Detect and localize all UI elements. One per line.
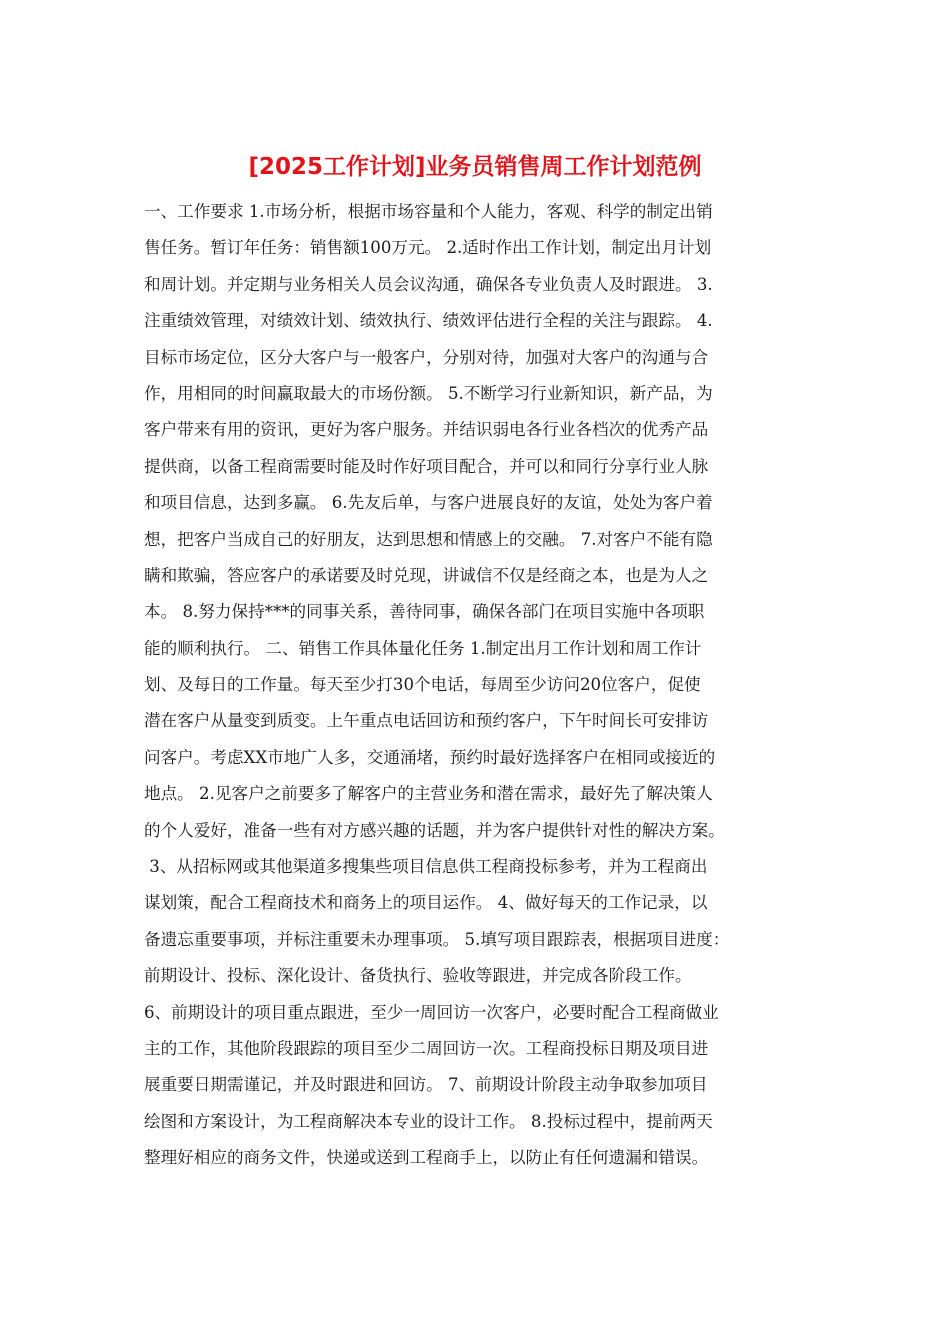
body-text-line: 地点。 2.见客户之前要多了解客户的主营业务和潜在需求，最好先了解决策人 bbox=[144, 784, 713, 804]
body-text-line: 目标市场定位，区分大客户与一般客户，分别对待，加强对大客户的沟通与合 bbox=[144, 347, 709, 367]
body-text-line: 划、及每日的工作量。每天至少打30个电话，每周至少访问20位客户，促使 bbox=[144, 675, 701, 695]
body-text-line: 谋划策，配合工程商技术和商务上的项目运作。 4、做好每天的工作记录，以 bbox=[144, 893, 708, 913]
body-text-line: 3、从招标网或其他渠道多搜集些项目信息供工程商投标参考，并为工程商出 bbox=[144, 857, 708, 877]
body-text-line: 备遗忘重要事项，并标注重要未办理事项。 5.填写项目跟踪表，根据项目进度： bbox=[144, 929, 730, 949]
document-title: [2025工作计划]业务员销售周工作计划范例 bbox=[248, 154, 702, 180]
body-text-line: 注重绩效管理，对绩效计划、绩效执行、绩效评估进行全程的关注与跟踪。 4. bbox=[144, 311, 713, 331]
body-text-line: 主的工作，其他阶段跟踪的项目至少二周回访一次。工程商投标日期及项目进 bbox=[144, 1038, 709, 1058]
body-text-line: 潜在客户从量变到质变。上午重点电话回访和预约客户，下午时间长可安排访 bbox=[144, 711, 709, 731]
body-text-line: 和项目信息，达到多赢。 6.先友后单，与客户进展良好的友谊，处处为客户着 bbox=[144, 493, 713, 513]
body-text-line: 展重要日期需谨记，并及时跟进和回访。 7、前期设计阶段主动争取参加项目 bbox=[144, 1075, 708, 1095]
body-text-line: 能的顺利执行。 二、销售工作具体量化任务 1.制定出月工作计划和周工作计 bbox=[144, 638, 702, 658]
body-text-line: 想，把客户当成自己的好朋友，达到思想和情感上的交融。 7.对客户不能有隐 bbox=[144, 529, 713, 549]
body-text-line: 一、工作要求 1.市场分析，根据市场容量和个人能力，客观、科学的制定出销 bbox=[144, 202, 713, 221]
body-text-line: 售任务。暂订年任务：销售额100万元。 2.适时作出工作计划，制定出月计划 bbox=[144, 238, 712, 258]
body-text-line: 整理好相应的商务文件，快递或送到工程商手上，以防止有任何遗漏和错误。 bbox=[144, 1148, 709, 1168]
body-text-line: 绘图和方案设计，为工程商解决本专业的设计工作。 8.投标过程中，提前两天 bbox=[144, 1111, 713, 1131]
body-text-line: 作，用相同的时间赢取最大的市场份额。 5.不断学习行业新知识，新产品，为 bbox=[144, 383, 713, 403]
body-text-line: 本。 8.努力保持***的同事关系，善待同事，确保各部门在项目实施中各项职 bbox=[144, 602, 705, 622]
body-text-line: 问客户。考虑XX市地广人多，交通涌堵，预约时最好选择客户在相同或接近的 bbox=[144, 747, 716, 767]
body-text-line: 前期设计、投标、深化设计、备货执行、验收等跟进，并完成各阶段工作。 bbox=[144, 966, 692, 986]
body-text-line: 6、前期设计的项目重点跟进，至少一周回访一次客户，必要时配合工程商做业 bbox=[144, 1002, 719, 1022]
document-body bbox=[144, 194, 824, 1177]
body-text-line: 瞒和欺骗，答应客户的承诺要及时兑现，讲诚信不仅是经商之本，也是为人之 bbox=[144, 565, 709, 585]
body-text-line: 的个人爱好，准备一些有对方感兴趣的话题，并为客户提供针对性的解决方案。 bbox=[144, 820, 725, 840]
body-text-line: 和周计划。并定期与业务相关人员会议沟通，确保各专业负责人及时跟进。 3. bbox=[144, 274, 713, 294]
body-text-line: 提供商，以备工程商需要时能及时作好项目配合，并可以和同行分享行业人脉 bbox=[144, 456, 709, 476]
body-text-line: 客户带来有用的资讯，更好为客户服务。并结识弱电各行业各档次的优秀产品 bbox=[144, 420, 709, 440]
